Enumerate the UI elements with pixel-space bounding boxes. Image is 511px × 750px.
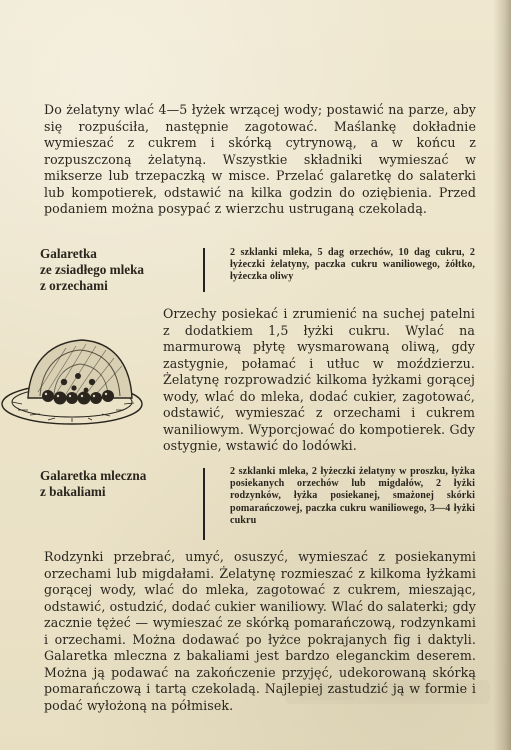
recipe-title-1-line-1: Galaretka (40, 246, 97, 261)
jelly-dessert-illustration (0, 312, 170, 432)
faint-watermark (285, 662, 490, 722)
recipe-title-2 (40, 468, 200, 500)
recipe-1-instructions: Orzechy posiekać i zrumienić na suchej patelni z dodatkiem 1,5 łyżki cukru. Wylać na marmurową płytę wysmarowaną oliwą, gdy zastygnie, połamać i utłuc w moździerzu. Żelatynę rozprowadzić kilkoma łyżkami gorącej wody, wlać do mleka, dodać cukier, zagotować, odstawić, wymieszać z orzechami i cukrem waniliowym. Wyporcjować do kompotierek. Gdy ostygnie, wstawić do lodówki. (163, 306, 475, 453)
page-edge-shadow (493, 0, 511, 750)
recipe-divider-1 (203, 248, 205, 292)
recipe-title-2-line-2: z bakaliami (40, 484, 106, 499)
intro-paragraph: Do żelatyny wlać 4—5 łyżek wrzącej wody; postawić na parze, aby się rozpuściła, następnie zagotować. Maślankę dokładnie wymieszać z cukrem i skórką cytrynową, a w końcu z rozpuszczoną żelatyną. Wszystkie składniki wymieszać w mikserze lub trzepaczką w misce. Przelać galaretkę do salaterki lub kompotierek, odstawić na kilka godzin do oziębienia. Przed podaniem można posypać z wierzchu ustruganą czekoladą. (44, 102, 476, 216)
recipe-divider-2 (203, 468, 205, 540)
recipe-title-1-line-2: ze zsiadłego mleka (40, 262, 145, 277)
recipe-title-1 (40, 246, 200, 294)
recipe-title-1-line-3: z orzechami (40, 278, 108, 293)
recipe-ingredients-2: 2 szklanki mleka, 2 łyżeczki żelatyny w proszku, łyżka posiekanych orzechów lub migdałów, 2 łyżki rodzynków, łyżka posiekanej, smażonej skórki pomarańczowej, paczka cukru waniliowego, 3—4 łyżki cukru (230, 466, 475, 526)
recipe-2-instructions: Rodzynki przebrać, umyć, osuszyć, wymieszać z posiekanymi orzechami lub migdałami. Żelatynę rozmieszać z kilkoma łyżkami gorącej wody, wlać do mleka, zagotować z cukrem, mieszając, odstawić, ostudzić, dodać cukier waniliowy. Wlać do salaterki; gdy zacznie tężeć — wymieszać ze skórką pomarańczową, rodzynkami i orzechami. Można dodawać po łyżce pokrajanych fig i daktyli. Galaretka mleczna z bakaliami jest bardzo eleganckim deserem. Można ją podawać na zakończenie przyjęć, udekorowaną skórką pomarańczową i tartą czekoladą. Najlepiej zastudzić ją w formie i podać wyłożoną na półmisek. (44, 549, 476, 713)
recipe-ingredients-1: 2 szklanki mleka, 5 dag orzechów, 10 dag cukru, 2 łyżeczki żelatyny, paczka cukru waniliowego, żółtko, łyżeczka oliwy (230, 247, 475, 283)
recipe-title-2-line-1: Galaretka mleczna (40, 468, 147, 483)
